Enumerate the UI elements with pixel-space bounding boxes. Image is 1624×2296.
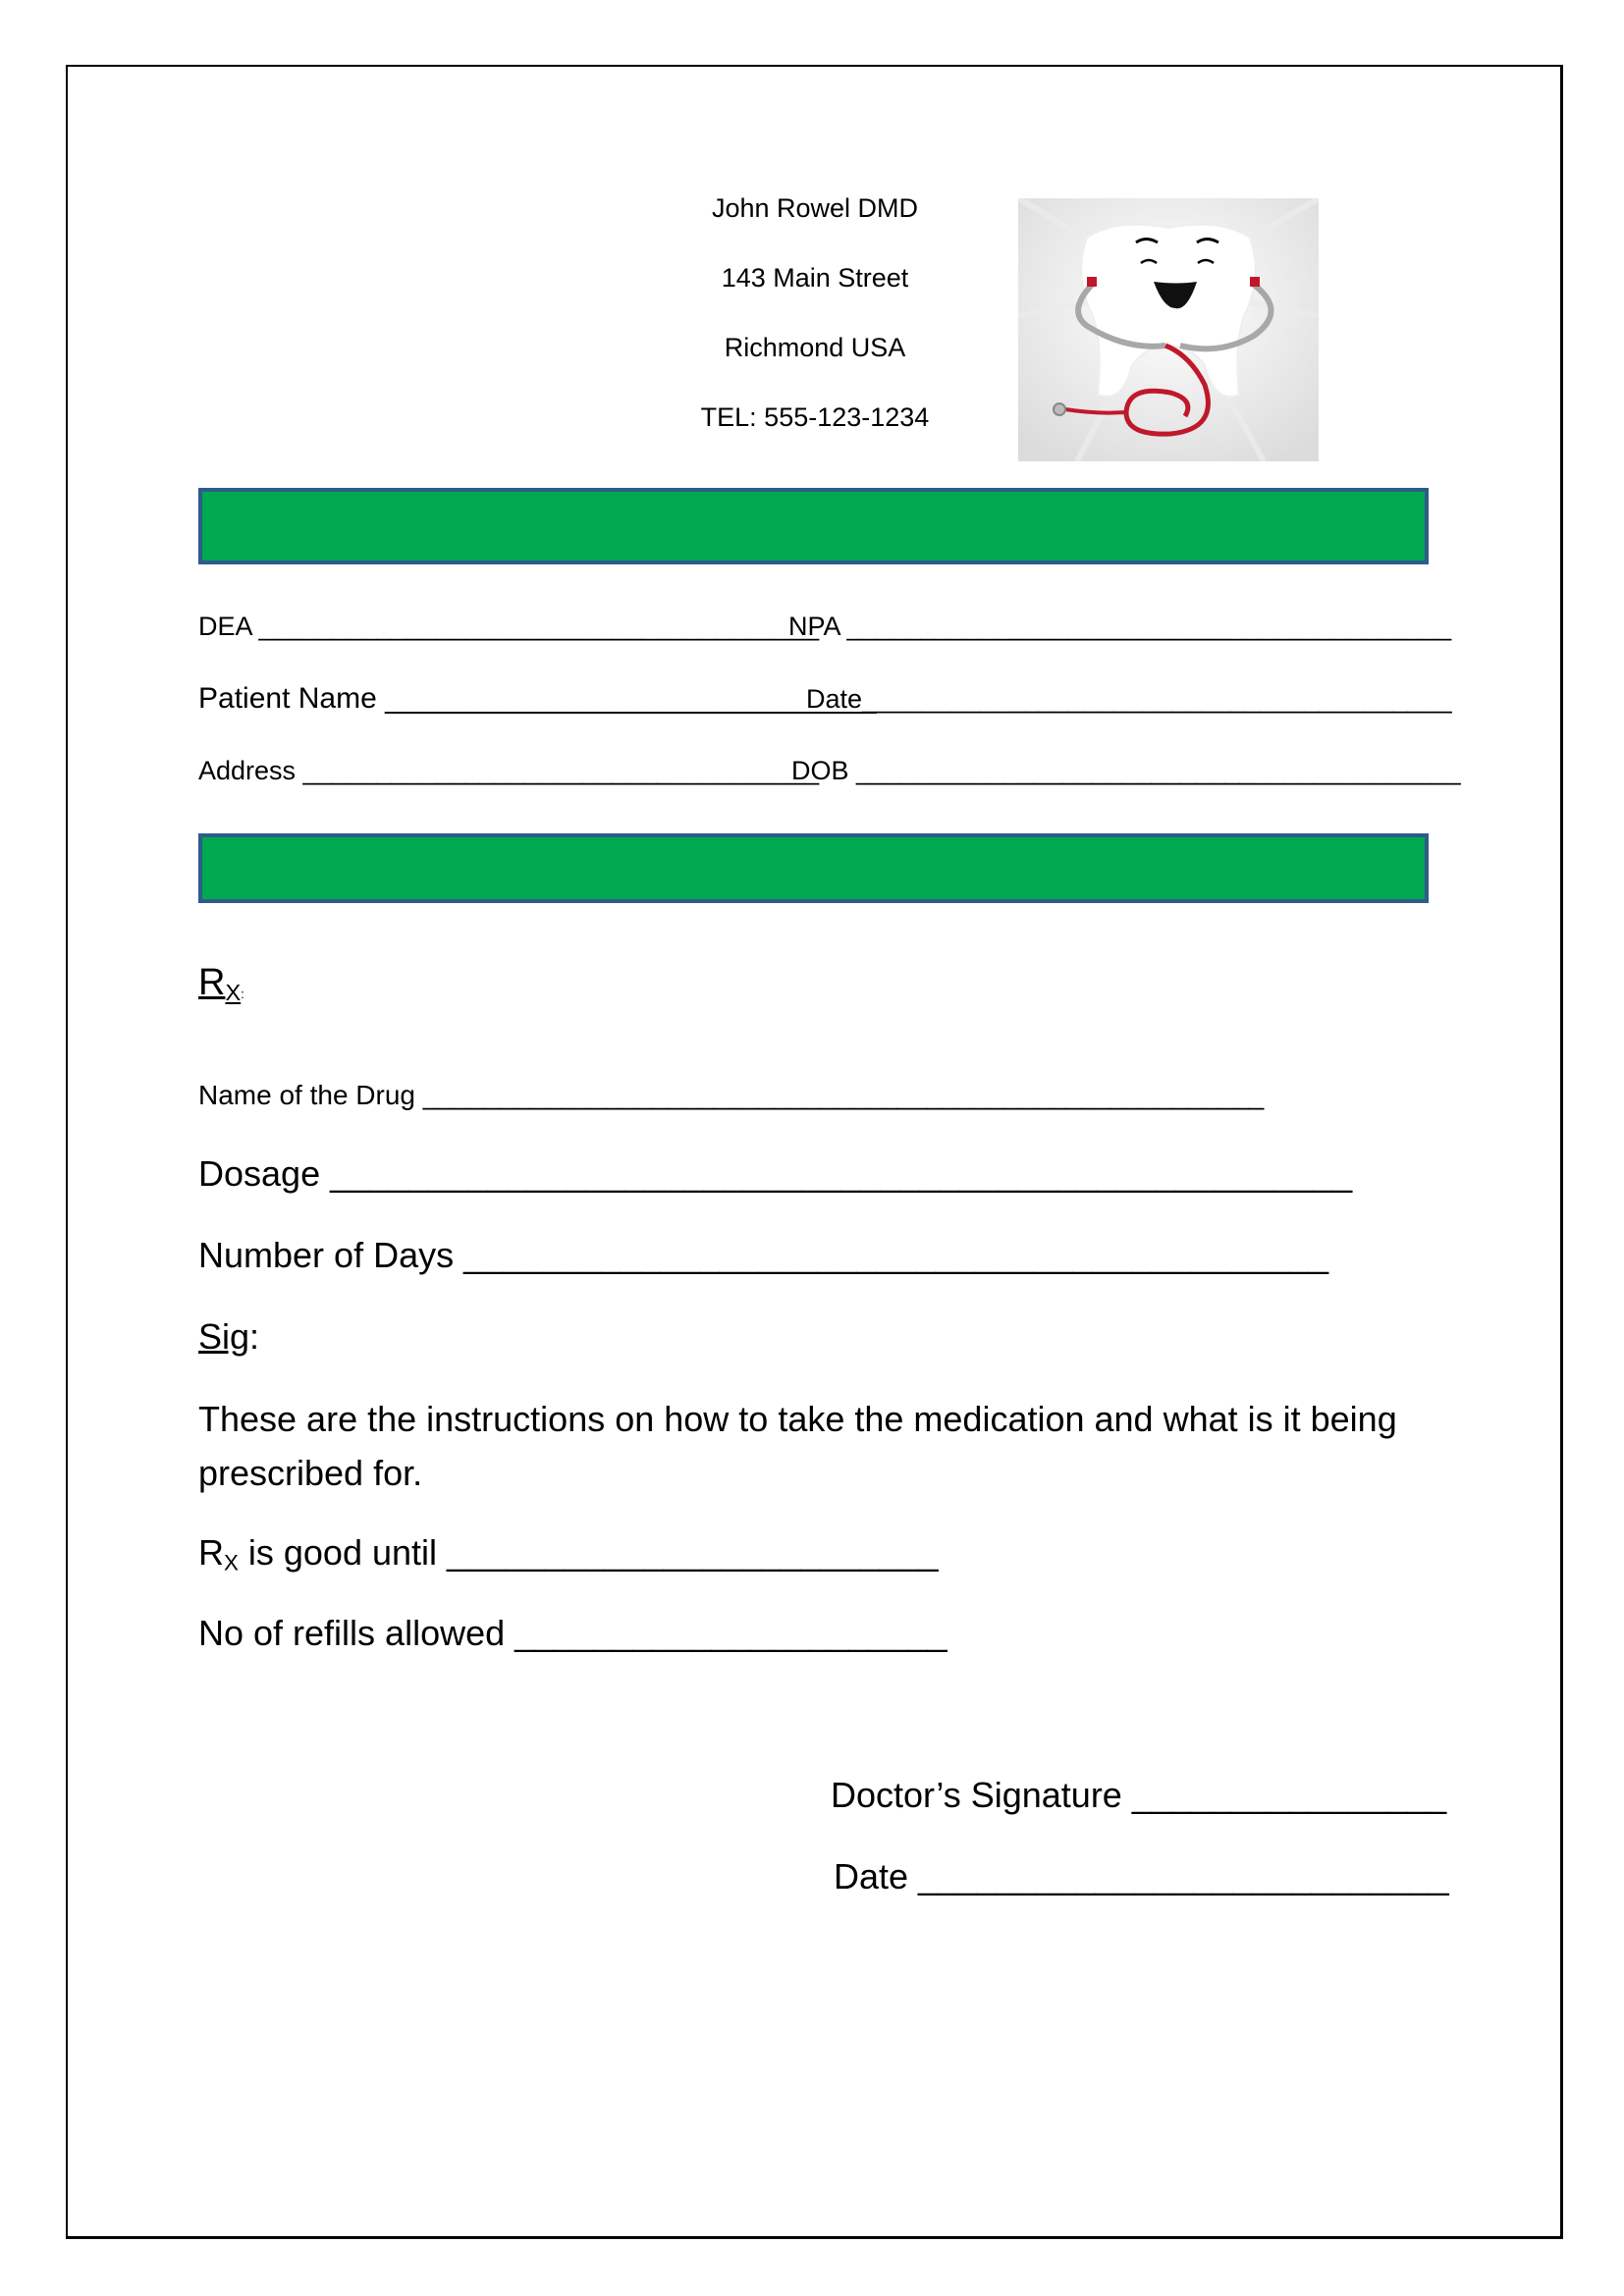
refills-field[interactable]: No of refills allowed ______________________ — [198, 1613, 947, 1653]
mid-color-band — [198, 833, 1429, 903]
good-until-text: is good until _________________________ — [238, 1532, 939, 1573]
sig-label-colon: : — [249, 1316, 260, 1357]
sig-instructions: These are the instructions on how to take the medication and what is it being prescribed for. — [198, 1399, 1397, 1493]
doctor-signature-field[interactable]: Doctor’s Signature ________________ — [831, 1775, 1447, 1815]
good-until-field[interactable] — [198, 1532, 939, 1576]
npa-field[interactable]: NPA _________________________________________ — [788, 612, 1452, 641]
sig-label — [198, 1316, 259, 1358]
date-field[interactable]: Date________________________________________ — [806, 684, 1452, 714]
dosage-field[interactable]: Dosage ____________________________________________________ — [198, 1153, 1353, 1194]
days-field[interactable]: Number of Days ____________________________________________ — [198, 1235, 1329, 1275]
dob-field[interactable]: DOB _________________________________________ — [791, 756, 1461, 785]
page-border — [66, 65, 1563, 2239]
good-until-x: X — [224, 1550, 239, 1575]
patient-name-field[interactable]: Patient Name ______________________________ — [198, 682, 877, 715]
header-color-band — [198, 488, 1429, 564]
sig-label-text: Sig — [198, 1316, 250, 1357]
rx-symbol — [198, 962, 244, 1006]
rx-symbol-r: R — [198, 962, 226, 1003]
good-until-r: R — [198, 1532, 224, 1573]
rx-symbol-colon: : — [241, 986, 244, 1001]
address-field[interactable]: Address ___________________________________ — [198, 756, 820, 785]
rx-symbol-x: X — [225, 979, 242, 1005]
dea-field[interactable]: DEA ______________________________________ — [198, 612, 820, 641]
city: Richmond USA — [724, 333, 906, 362]
signature-date-field[interactable]: Date ___________________________ — [834, 1856, 1449, 1896]
street-address: 143 Main Street — [721, 263, 909, 293]
phone-number: TEL: 555-123-1234 — [700, 402, 930, 432]
tooth-stethoscope-icon — [1018, 198, 1319, 461]
drug-name-field[interactable]: Name of the Drug _______________________________________________________ — [198, 1080, 1265, 1110]
doctor-name: John Rowel DMD — [711, 193, 919, 223]
